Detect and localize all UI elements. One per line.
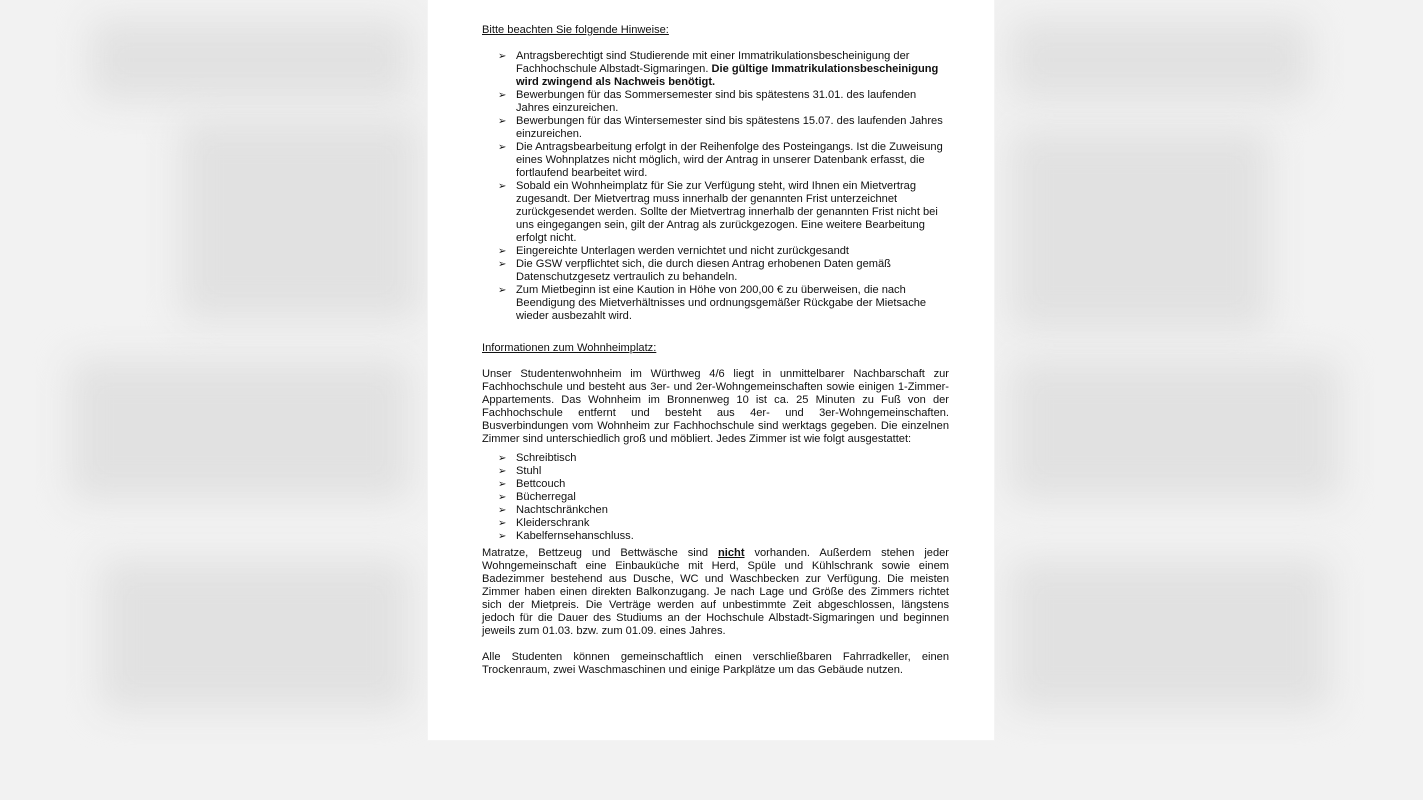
arrow-bullet-icon: ➢ — [498, 479, 507, 490]
blurred-region — [180, 120, 420, 320]
arrow-bullet-icon: ➢ — [498, 453, 507, 464]
not-emphasis: nicht — [718, 547, 745, 559]
list-item — [498, 284, 949, 323]
list-item-text: Die GSW verpflichtet sich, die durch diesen Antrag erhobenen Daten gemäß Datenschutzgesetz vertraulich zu behandeln. — [516, 258, 891, 283]
blurred-region — [100, 560, 410, 710]
list-item-text: Zum Mietbeginn ist eine Kaution in Höhe von 200,00 € zu überweisen, die nach Beendigung des Mietverhältnisses und ordnungsgemäßer Rückgabe der Mietsache wieder ausbezahlt wird. — [516, 284, 927, 322]
arrow-bullet-icon: ➢ — [498, 246, 507, 257]
list-item — [498, 141, 949, 180]
arrow-bullet-icon: ➢ — [498, 505, 507, 516]
furniture-list — [482, 452, 949, 543]
list-item-text: Sobald ein Wohnheimplatz für Sie zur Verfügung steht, wird Ihnen ein Mietvertrag zugesandt. Der Mietvertrag muss innerhalb der genannten Frist unterzeichnet zurückgesendet werden. Sollte der Mietvertrag innerhalb der genannten Frist nicht bei uns eingegangen sein, gilt der Antrag als zurückgezogen. Eine weitere Bearbeitung erfolgt nicht. — [516, 180, 938, 244]
list-item-bold-text: Die gültige Immatrikulationsbescheinigung wird zwingend als Nachweis benötigt. — [516, 63, 939, 88]
list-item-text: Die Antragsbearbeitung erfolgt in der Reihenfolge des Posteingangs. Ist die Zuweisung eines Wohnplatzes nicht möglich, wird der Antrag in unserer Datenbank erfasst, die fortlaufend bearbeitet wird. — [516, 141, 943, 179]
arrow-bullet-icon: ➢ — [498, 51, 507, 62]
furniture-item-label: Kleiderschrank — [516, 517, 590, 529]
furniture-item-label: Stuhl — [516, 465, 542, 477]
list-item — [498, 89, 949, 115]
room-info-intro: Unser Studentenwohnheim im Würthweg 4/6 liegt in unmittelbarer Nachbarschaft zur Fachhochschule und besteht aus 3er- und 2er-Wohngemeinschaften sowie einigen 1-Zimmer-Appartements. Das Wohnheim im Bronnenweg 10 ist ca. 25 Minuten zu Fuß von der Fachhochschule entfernt und besteht aus 4er- und 3er-Wohngemeinschaften. Busverbindungen vom Wohnheim zur Fachhochschule sind werktags gegeben. Die einzelnen Zimmer sind unterschiedlich groß und möbliert. Jedes Zimmer ist wie folgt ausgestattet: — [482, 368, 949, 445]
arrow-bullet-icon: ➢ — [498, 90, 507, 101]
furniture-item — [498, 465, 949, 478]
list-item-text: Eingereichte Unterlagen werden vernichtet und nicht zurückgesandt — [516, 245, 850, 257]
list-item-text: Bewerbungen für das Wintersemester sind bis spätestens 15.07. des laufenden Jahres einzureichen. — [516, 115, 943, 140]
blurred-region — [1010, 20, 1310, 100]
list-item-text: Antragsberechtigt sind Studierende mit einer Immatrikulationsbescheinigung der Fachhochschule Albstadt-Sigmaringen. — [516, 50, 910, 75]
list-item — [498, 180, 949, 245]
furniture-item-label: Schreibtisch — [516, 452, 577, 464]
furniture-item — [498, 530, 949, 543]
list-item — [498, 50, 949, 89]
furniture-item — [498, 452, 949, 465]
furniture-item — [498, 478, 949, 491]
notes-list — [482, 50, 949, 323]
arrow-bullet-icon: ➢ — [498, 116, 507, 127]
amenities-text-start: Matratze, Bettzeug und Bettwäsche sind — [482, 547, 719, 559]
blurred-region — [1010, 360, 1340, 500]
list-item — [498, 258, 949, 284]
arrow-bullet-icon: ➢ — [498, 518, 507, 529]
document-page — [428, 0, 994, 740]
arrow-bullet-icon: ➢ — [498, 142, 507, 153]
blurred-region — [90, 20, 410, 100]
arrow-bullet-icon: ➢ — [498, 285, 507, 296]
shared-facilities-paragraph: Alle Studenten können gemeinschaftlich einen verschließbaren Fahrradkeller, einen Trockenraum, zwei Waschmaschinen und einige Parkplätze um das Gebäude nutzen. — [482, 651, 949, 676]
arrow-bullet-icon: ➢ — [498, 181, 507, 192]
arrow-bullet-icon: ➢ — [498, 492, 507, 503]
furniture-item-label: Bücherregal — [516, 491, 576, 503]
furniture-item — [498, 491, 949, 504]
room-info-heading: Informationen zum Wohnheimplatz: — [482, 342, 657, 354]
furniture-item — [498, 504, 949, 517]
list-item-text: Bewerbungen für das Sommersemester sind bis spätestens 31.01. des laufenden Jahres einzureichen. — [516, 89, 917, 114]
notes-heading: Bitte beachten Sie folgende Hinweise: — [482, 24, 669, 36]
blurred-region — [1010, 130, 1270, 330]
list-item — [498, 115, 949, 141]
furniture-item — [498, 517, 949, 530]
blurred-region — [70, 360, 410, 500]
amenities-text-rest: vorhanden. Außerdem stehen jeder Wohngemeinschaft eine Einbauküche mit Herd, Spüle und Kühlschrank sowie einem Badezimmer bestehend aus Dusche, WC und Waschbecken zur Verfügung. Die meisten Zimmer haben einen direkten Balkonzugang. Je nach Lage und Größe des Zimmers richtet sich der Mietpreis. Die Verträge werden auf unbestimmte Zeit abgeschlossen, längstens jedoch für die Dauer des Studiums an der Hochschule Albstadt-Sigmaringen und beginnen jeweils zum 01.03. bzw. zum 01.09. eines Jahres. — [482, 547, 949, 637]
arrow-bullet-icon: ➢ — [498, 259, 507, 270]
amenities-paragraph — [482, 547, 949, 638]
list-item — [498, 245, 949, 258]
arrow-bullet-icon: ➢ — [498, 531, 507, 542]
furniture-item-label: Bettcouch — [516, 478, 566, 490]
document-content — [482, 24, 949, 677]
furniture-item-label: Nachtschränkchen — [516, 504, 608, 516]
furniture-item-label: Kabelfernsehanschluss. — [516, 530, 634, 542]
arrow-bullet-icon: ➢ — [498, 466, 507, 477]
blurred-region — [1010, 560, 1330, 710]
